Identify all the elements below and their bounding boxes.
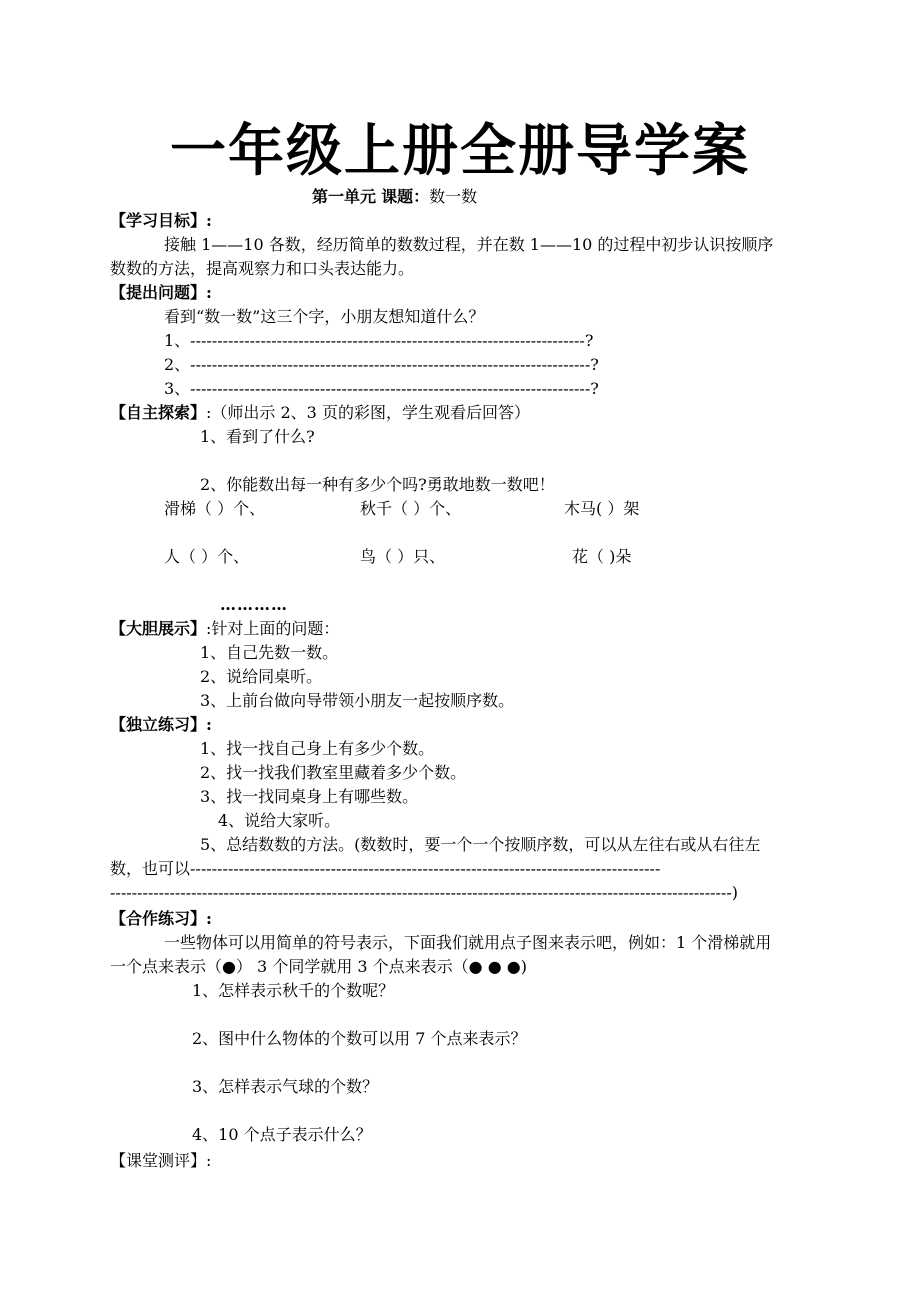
test-heading: 【课堂测评】: <box>110 1151 212 1170</box>
practice-heading: 【独立练习】: <box>110 715 212 734</box>
count-flowers: 花（ )朵 <box>572 547 632 566</box>
question-line-3: 3、--------------------------------------------------------------------------? <box>164 379 599 398</box>
practice-item-4: 4、说给大家听。 <box>218 811 341 830</box>
explore-q1: 1、看到了什么? <box>200 427 315 446</box>
questions-heading: 【提出问题】: <box>110 283 212 302</box>
show-item-2: 2、说给同桌听。 <box>200 667 323 686</box>
coop-item-1: 1、怎样表示秋千的个数呢？ <box>192 981 395 1000</box>
count-slide: 滑梯（ ）个、 <box>164 499 266 518</box>
show-heading: 【大胆展示】 <box>110 619 207 638</box>
question-line-1: 1、-------------------------------------------------------------------------? <box>164 331 594 350</box>
show-item-1: 1、自己先数一数。 <box>200 643 339 662</box>
subtitle <box>312 186 477 208</box>
explore-ellipsis: ………… <box>220 595 288 614</box>
explore-q2: 2、你能数出每一种有多少个吗?勇敢地数一数吧！ <box>200 475 555 494</box>
practice-item-5-line1: 5、总结数数的方法。(数数时，要一个一个按顺序数，可以从左往右或从右往左 <box>200 835 761 854</box>
count-people: 人（ ）个、 <box>164 547 250 566</box>
count-horse: 木马( ）架 <box>564 499 640 518</box>
coop-item-4: 4、10 个点子表示什么？ <box>192 1125 372 1144</box>
page-title: 一年级上册全册导学案 <box>170 118 750 184</box>
practice-item-5-line2: 数，也可以--------------------------------------------------------------------------------------- <box>110 859 661 878</box>
goals-heading: 【学习目标】: <box>110 211 212 230</box>
practice-item-3: 3、找一找同桌身上有哪些数。 <box>200 787 419 806</box>
practice-item-1: 1、找一找自己身上有多少个数。 <box>200 739 435 758</box>
coop-text-line1: 一些物体可以用简单的符号表示，下面我们就用点子图来表示吧，例如：1 个滑梯就用 <box>164 933 772 952</box>
unit-label: 第一单元 <box>312 187 377 206</box>
coop-heading: 【合作练习】: <box>110 909 212 928</box>
coop-item-3: 3、怎样表示气球的个数？ <box>192 1077 379 1096</box>
practice-item-5-line3: -------------------------------------------------------------------------------------------------------------------) <box>110 883 738 902</box>
coop-text-line2: 一个点来表示（●） 3 个同学就用 3 个点来表示（● ● ●) <box>110 957 527 976</box>
coop-item-2: 2、图中什么物体的个数可以用 7 个点来表示？ <box>192 1029 527 1048</box>
topic-name: 数一数 <box>429 187 478 206</box>
topic-label: 课题： <box>381 187 430 206</box>
goals-text-line2: 数数的方法，提高观察力和口头表达能力。 <box>110 259 415 278</box>
explore-header <box>110 402 530 424</box>
question-line-2: 2、--------------------------------------------------------------------------? <box>164 355 599 374</box>
show-header <box>110 618 339 640</box>
goals-text-line1: 接触 1——10 各数，经历简单的数数过程，并在数 1——10 的过程中初步认识按顺序 <box>164 235 774 254</box>
count-birds: 鸟（ ）只、 <box>360 547 446 566</box>
count-swing: 秋千（ ）个、 <box>360 499 462 518</box>
questions-intro: 看到“数一数”这三个字，小朋友想知道什么？ <box>164 307 485 326</box>
explore-note: :（师出示 2、3 页的彩图，学生观看后回答） <box>206 403 530 422</box>
explore-heading: 【自主探索】 <box>110 403 207 422</box>
show-item-3: 3、上前台做向导带领小朋友一起按顺序数。 <box>200 691 515 710</box>
practice-item-2: 2、找一找我们教室里藏着多少个数。 <box>200 763 467 782</box>
show-note: :针对上面的问题： <box>206 619 340 638</box>
